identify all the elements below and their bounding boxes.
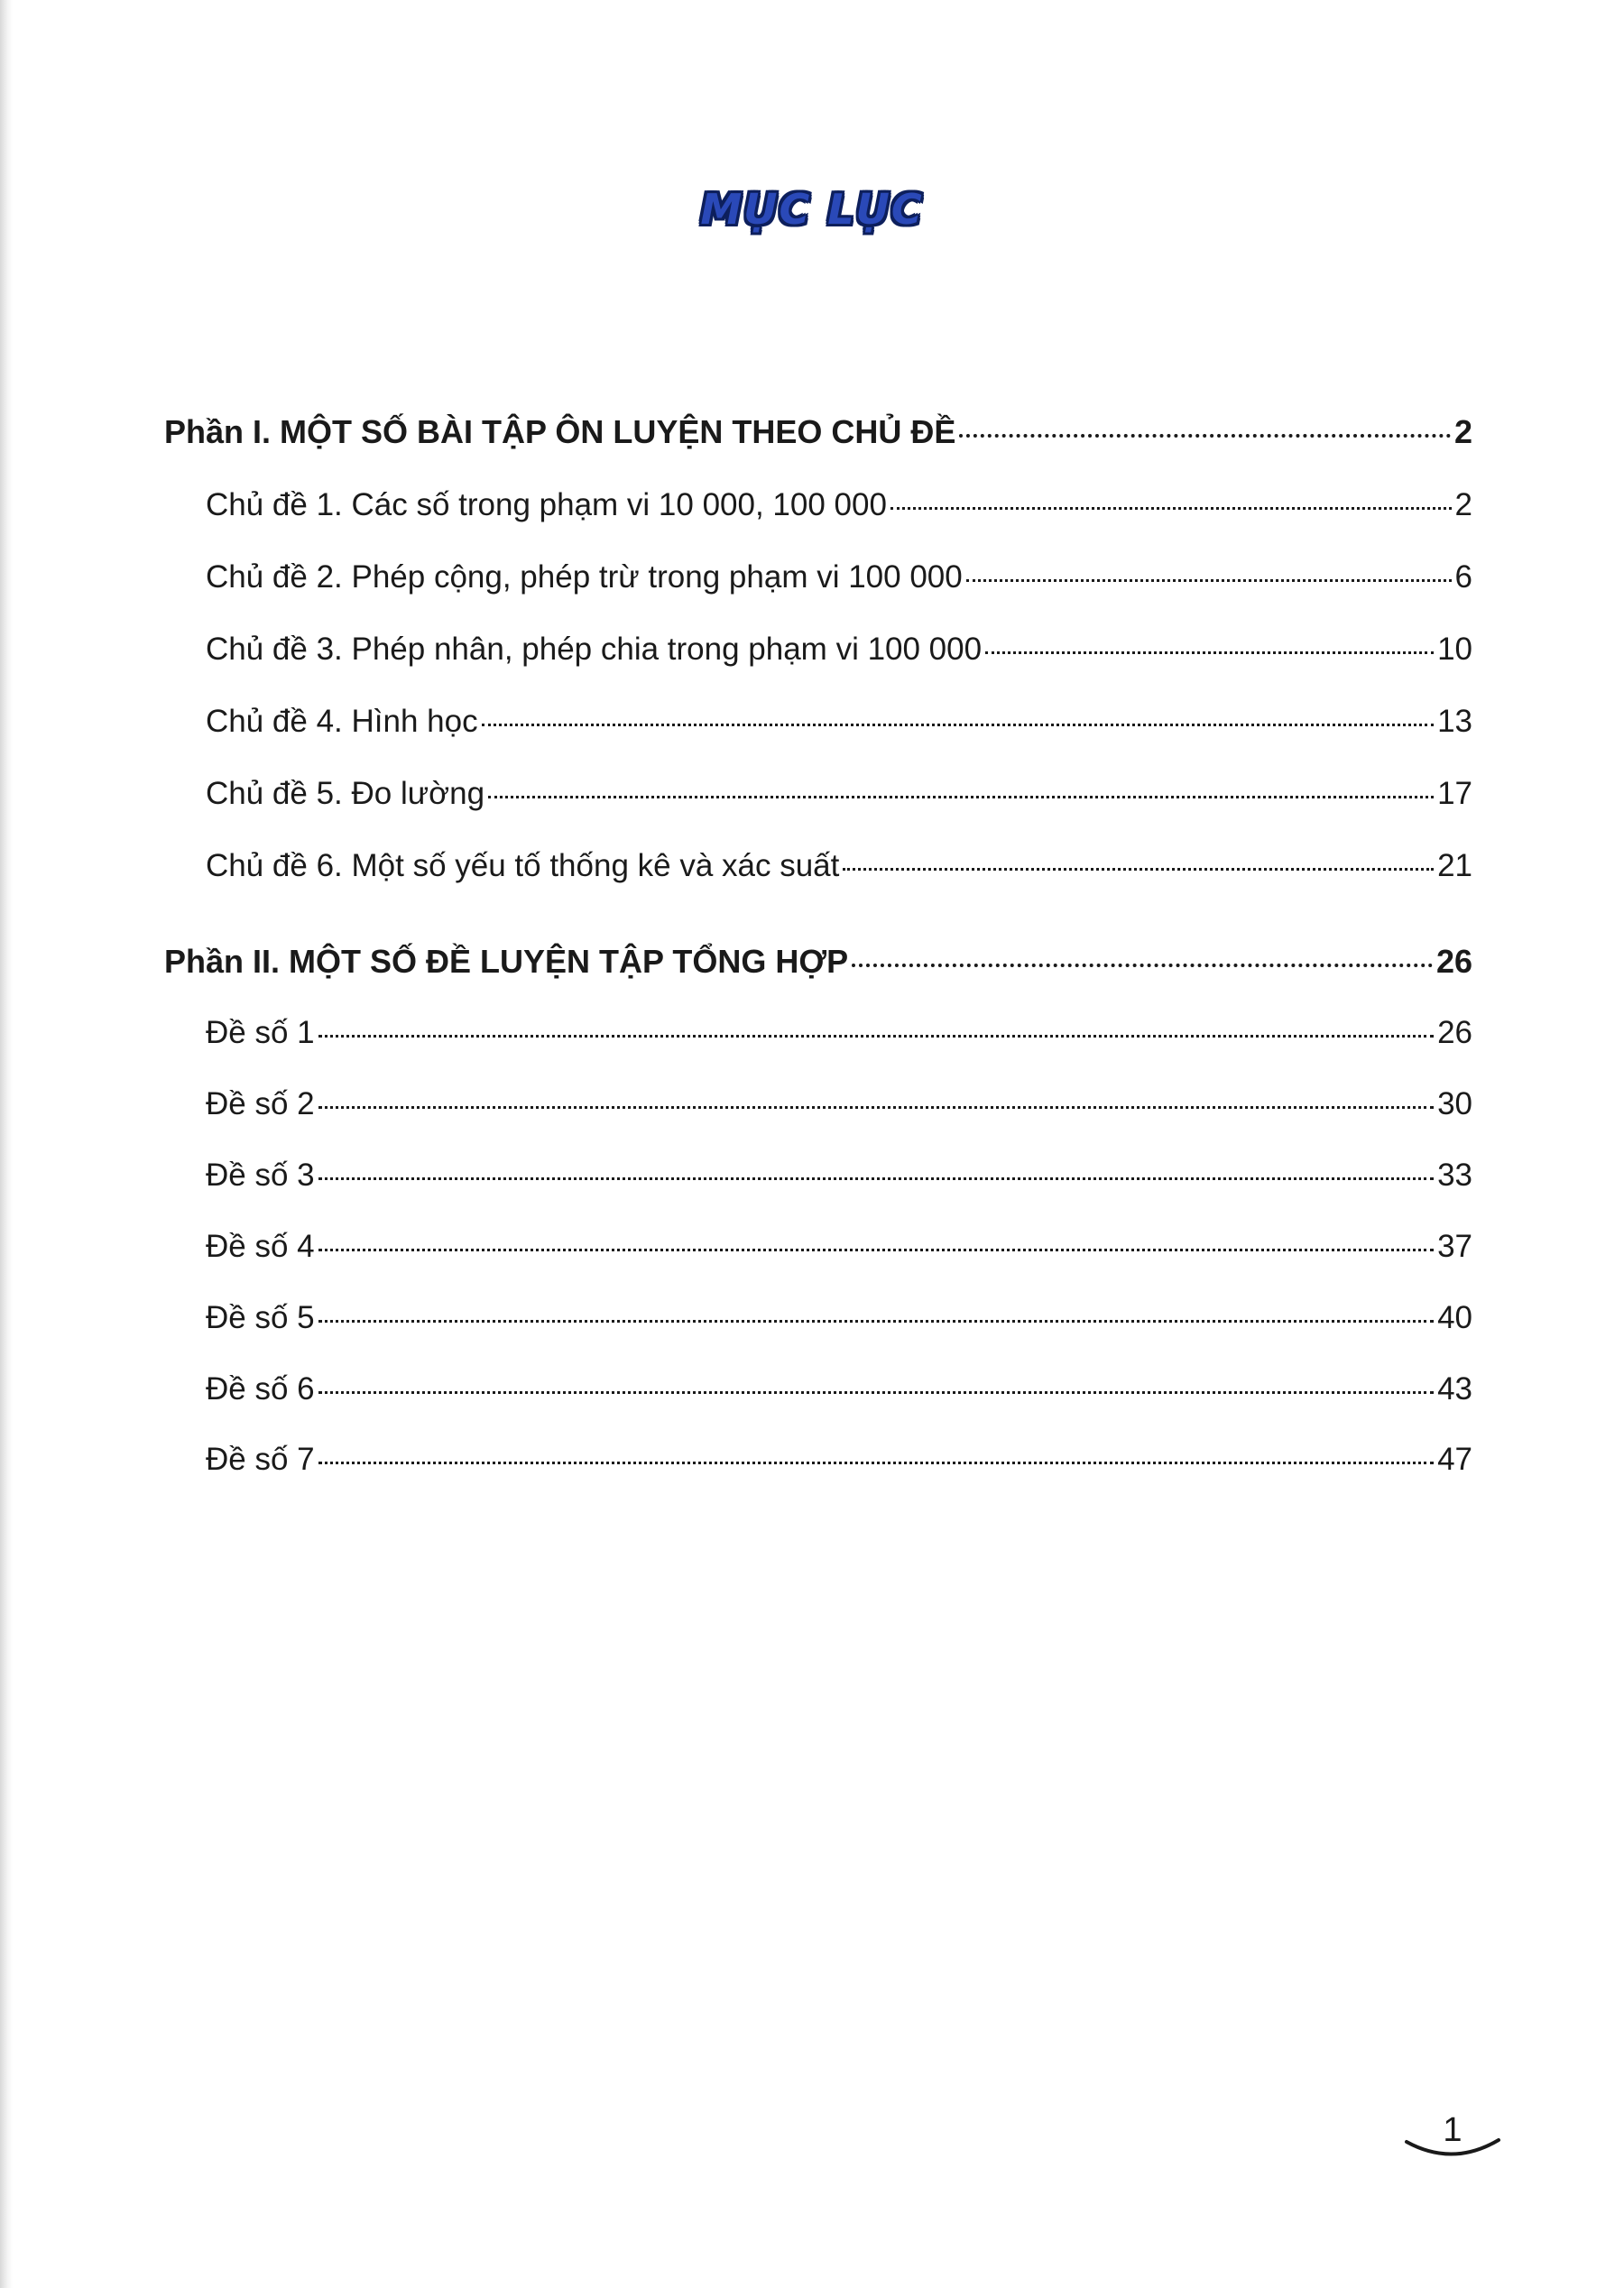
toc-item-label: Đề số 1 — [206, 1015, 315, 1050]
toc-item-label: Đề số 4 — [206, 1229, 315, 1264]
dot-leader — [985, 651, 1434, 654]
page-number: 1 — [1443, 2111, 1463, 2149]
dot-leader — [959, 434, 1451, 438]
toc-item[interactable] — [206, 1300, 1472, 1336]
toc-page-number: 26 — [1437, 1015, 1472, 1050]
toc-item[interactable] — [206, 1229, 1472, 1265]
toc-item[interactable] — [206, 1086, 1472, 1122]
toc-item-label: Đề số 7 — [206, 1442, 315, 1477]
page-number-swoosh — [1403, 2136, 1502, 2163]
dot-leader — [890, 507, 1452, 510]
toc-item[interactable] — [206, 1371, 1472, 1407]
toc-item[interactable] — [206, 848, 1472, 884]
toc-item-label: Chủ đề 1. Các số trong phạm vi 10 000, 100 000 — [206, 487, 887, 522]
toc-page-number: 2 — [1453, 413, 1472, 450]
toc-page-number: 33 — [1437, 1158, 1472, 1193]
toc-page-number: 40 — [1437, 1300, 1472, 1335]
toc-item[interactable] — [206, 776, 1472, 812]
toc-page-number: 21 — [1437, 848, 1472, 883]
toc-part-2[interactable] — [164, 943, 1472, 981]
dot-leader — [318, 1462, 1434, 1464]
toc-item-label: Chủ đề 4. Hình học — [206, 704, 478, 739]
toc-item-label: Chủ đề 3. Phép nhân, phép chia trong phạm vi 100 000 — [206, 632, 983, 667]
toc-page-number: 17 — [1437, 776, 1472, 811]
toc-page-number: 26 — [1435, 943, 1472, 980]
toc-page-number: 10 — [1437, 632, 1472, 667]
toc-item-label: Đề số 2 — [206, 1086, 315, 1121]
toc-page-number: 47 — [1437, 1442, 1472, 1477]
toc-item[interactable] — [206, 1015, 1472, 1051]
toc-item[interactable] — [206, 632, 1472, 668]
toc-page-number: 6 — [1454, 559, 1472, 595]
dot-leader — [482, 724, 1434, 726]
dot-leader — [966, 579, 1452, 582]
toc-item[interactable] — [206, 487, 1472, 523]
toc-item-label: Đề số 6 — [206, 1371, 315, 1407]
toc-item-label: Chủ đề 2. Phép cộng, phép trừ trong phạm vi 100 000 — [206, 559, 963, 595]
toc-item[interactable] — [206, 1442, 1472, 1478]
toc-page-number: 30 — [1437, 1086, 1472, 1121]
toc-page-number: 43 — [1437, 1371, 1472, 1407]
dot-leader — [318, 1320, 1434, 1323]
dot-leader — [318, 1391, 1434, 1394]
toc-item-label: Đề số 3 — [206, 1158, 315, 1193]
dot-leader — [318, 1035, 1434, 1038]
toc-item-label: Đề số 5 — [206, 1300, 315, 1335]
dot-leader — [318, 1177, 1434, 1180]
dot-leader — [852, 964, 1433, 967]
toc-item[interactable] — [206, 704, 1472, 740]
toc-part-1[interactable] — [164, 413, 1472, 451]
dot-leader — [318, 1106, 1434, 1109]
dot-leader — [488, 796, 1434, 798]
toc-page-number: 13 — [1437, 704, 1472, 739]
toc-item-label: Chủ đề 5. Đo lường — [206, 776, 485, 811]
toc-part-label: Phần I. MỘT SỐ BÀI TẬP ÔN LUYỆN THEO CHỦ ĐỀ — [164, 413, 956, 450]
page-title: MỤC LỤC — [700, 185, 924, 234]
toc-page-number: 2 — [1454, 487, 1472, 522]
toc-item-label: Chủ đề 6. Một số yếu tố thống kê và xác suất — [206, 848, 840, 883]
dot-leader — [318, 1249, 1434, 1251]
toc-item[interactable] — [206, 1158, 1472, 1194]
toc-part-label: Phần II. MỘT SỐ ĐỀ LUYỆN TẬP TỔNG HỢP — [164, 943, 849, 980]
toc-item[interactable] — [206, 559, 1472, 595]
dot-leader — [843, 868, 1434, 871]
toc-page-number: 37 — [1437, 1229, 1472, 1264]
